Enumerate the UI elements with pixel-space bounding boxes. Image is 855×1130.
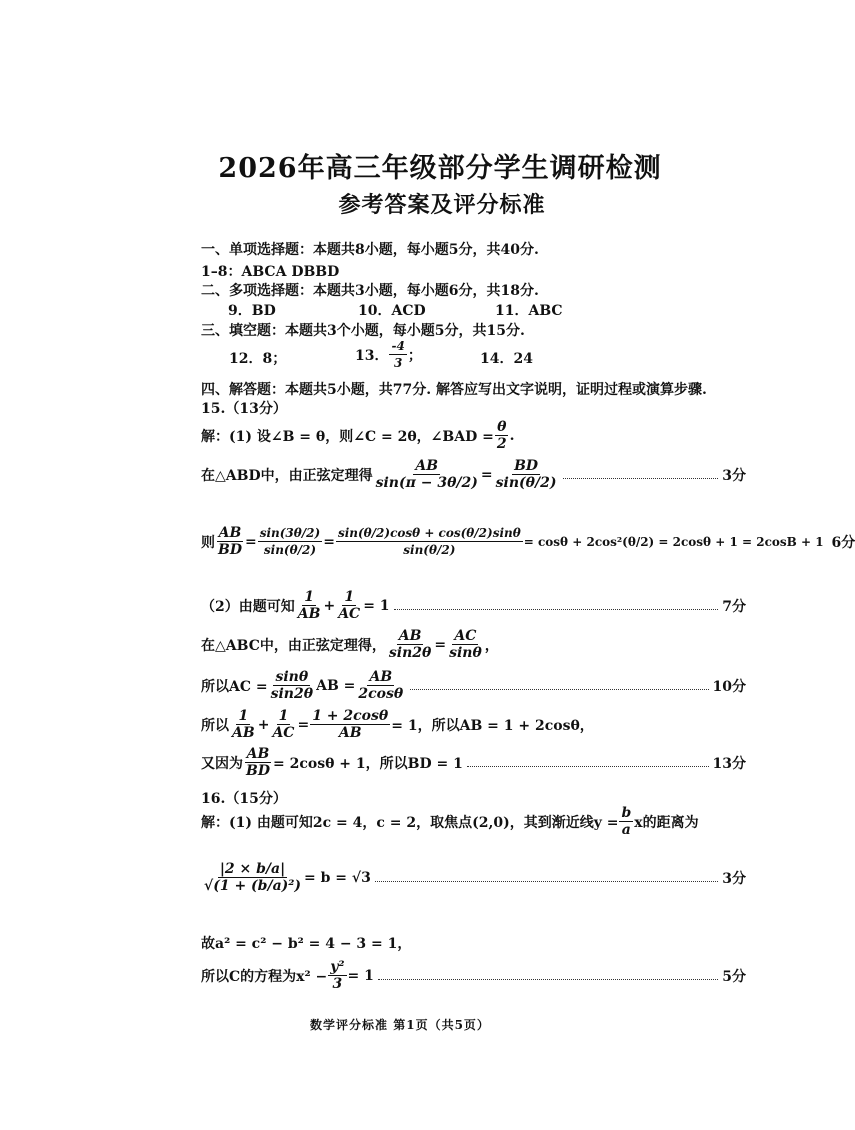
- numerator: BD: [514, 458, 539, 474]
- numerator: 1: [238, 708, 249, 724]
- q15-step3-fraction-1: [216, 526, 244, 558]
- q15-step4-points: 7分: [722, 599, 746, 615]
- denominator: sin(θ/2): [495, 475, 557, 491]
- numerator: |2 × b/a|: [219, 861, 286, 877]
- q15-step5-fraction-2: [447, 629, 484, 661]
- denominator: √(1 + (b/a)²): [204, 878, 302, 894]
- numerator: AB: [415, 458, 439, 474]
- q15-step8-text: 又因为: [201, 756, 243, 772]
- section2-heading: 二、多项选择题：本题共3小题，每小题6分，共18分.: [201, 283, 539, 299]
- numerator: sin(θ/2)cosθ + cos(θ/2)sinθ: [337, 526, 521, 540]
- denominator: AB: [338, 725, 362, 741]
- section3-heading: 三、填空题：本题共3个小题，每小题5分，共15分.: [201, 323, 525, 339]
- equals-sign: =: [323, 534, 335, 550]
- section1-answers: 1–8：ABCA DBBD: [201, 264, 340, 280]
- numerator: sinθ: [275, 669, 309, 685]
- q16-step4: [201, 960, 746, 992]
- q15-step6-fraction-2: [356, 670, 405, 702]
- section1-heading: 一、单项选择题：本题共8小题，每小题5分，共40分.: [201, 242, 539, 258]
- dotted-leader: [563, 478, 718, 479]
- denominator: AC: [272, 725, 295, 741]
- answer-14: 14．24: [480, 351, 533, 367]
- q15-step4-fraction-1: [296, 590, 323, 622]
- page-title: 2026年高三年级部分学生调研检测: [218, 153, 662, 184]
- numerator: 1 + 2cosθ: [312, 708, 389, 724]
- q15-step7-tail: = 1，所以AB = 1 + 2cosθ，: [391, 718, 594, 734]
- q15-step3-text: 则: [201, 535, 215, 551]
- numerator: 1: [278, 708, 289, 724]
- q15-step7: [201, 709, 746, 741]
- numerator: AB: [218, 525, 242, 541]
- q16-step4-points: 5分: [722, 969, 746, 985]
- q15-step5-fraction-1: [387, 629, 433, 661]
- answer-11: 11．ABC: [495, 303, 563, 319]
- numerator: AC: [454, 628, 477, 644]
- numerator: sin(3θ/2): [259, 526, 321, 540]
- denominator: 2: [496, 436, 507, 452]
- denominator: 3: [332, 976, 343, 992]
- numerator: 1: [304, 589, 314, 605]
- q16-step1-fraction: [619, 806, 633, 838]
- q15-step6: [201, 670, 746, 702]
- answer-13-numerator: -4: [391, 339, 405, 353]
- denominator: sin(θ/2): [403, 543, 456, 557]
- dotted-leader: [378, 979, 718, 980]
- q16-step3: 故a² = c² − b² = 4 − 3 = 1，: [201, 936, 412, 952]
- q15-step7-text: 所以: [201, 718, 229, 734]
- q16-step2-tail: = b = √3: [304, 870, 371, 886]
- q15-step3-points: 6分: [831, 535, 855, 551]
- answer-13-fraction: [389, 339, 406, 371]
- q16-step2: [201, 862, 746, 894]
- denominator: BD: [218, 542, 242, 558]
- q15-step3-tail: = cosθ + 2cos²(θ/2) = 2cosθ + 1 = 2cosB + 1: [523, 535, 824, 549]
- equals-sign: =: [434, 637, 447, 653]
- q16-step4-tail: = 1: [347, 968, 374, 984]
- numerator: AB: [398, 628, 422, 644]
- dotted-leader: [394, 609, 719, 610]
- denominator: sin2θ: [388, 645, 432, 661]
- q15-step5: [201, 629, 746, 661]
- denominator: 2cosθ: [358, 686, 404, 702]
- q15-step6-mid: AB =: [316, 678, 356, 694]
- plus-sign: +: [257, 717, 270, 733]
- q15-step5-text: 在△ABC中，由正弦定理得，: [201, 638, 386, 654]
- denominator: sinθ: [449, 645, 482, 661]
- answer-9: 9．BD: [228, 303, 276, 319]
- page-footer: 数学评分标准 第1页（共5页）: [310, 1018, 490, 1032]
- q15-step2-fraction-1: [374, 459, 480, 491]
- q15-step8-tail: = 2cosθ + 1，所以BD = 1: [272, 756, 463, 772]
- denominator: BD: [246, 763, 270, 779]
- denominator: AB: [297, 606, 321, 622]
- q15-step4: [201, 590, 746, 622]
- q15-step7-fraction-3: [310, 709, 390, 741]
- answer-10: 10．ACD: [358, 303, 426, 319]
- q15-step5-suffix: ，: [484, 638, 499, 654]
- q15-step3-fraction-3: [336, 526, 523, 558]
- denominator: sin(θ/2): [263, 543, 317, 557]
- denominator: sin2θ: [270, 686, 314, 702]
- q16-step1: [201, 806, 746, 838]
- equals-sign: =: [297, 717, 310, 733]
- q15-step6-points: 10分: [712, 679, 746, 695]
- q16-step1-suffix: x的距离为: [634, 815, 699, 831]
- q16-step2-points: 3分: [722, 871, 746, 887]
- q16-step2-fraction: [202, 862, 303, 894]
- denominator: sin(π − 3θ/2): [375, 475, 478, 491]
- numerator: y²: [330, 959, 345, 975]
- q16-header: 16.（15分）: [201, 791, 287, 807]
- plus-sign: +: [323, 598, 336, 614]
- q15-step6-fraction-1: [269, 670, 315, 702]
- q15-step3-fraction-2: [258, 526, 322, 558]
- q15-step7-fraction-1: [230, 709, 257, 741]
- equals-sign: =: [244, 534, 257, 550]
- q15-step1-fraction: [495, 420, 509, 452]
- q16-step4-text: 所以C的方程为x² −: [201, 969, 328, 985]
- q15-step8-points: 13分: [712, 756, 746, 772]
- q15-step8: [201, 747, 746, 779]
- q16-step4-fraction: [328, 960, 346, 992]
- dotted-leader: [375, 881, 718, 882]
- q15-step2-fraction-2: [494, 459, 559, 491]
- denominator: AB: [232, 725, 255, 741]
- answer-13-denominator: 3: [393, 356, 403, 370]
- q15-step2-text: 在△ABD中，由正弦定理得: [201, 468, 373, 484]
- q16-step1-text: 解：(1) 由题可知2c = 4，c = 2，取焦点(2,0)，其到渐近线y =: [201, 815, 619, 831]
- q15-step6-text: 所以AC =: [201, 679, 268, 695]
- q15-step2-points: 3分: [722, 468, 746, 484]
- dotted-leader: [410, 689, 708, 690]
- q15-header: 15.（13分）: [201, 401, 287, 417]
- page-subtitle: 参考答案及评分标准: [338, 192, 546, 218]
- q15-step4-tail: = 1: [363, 598, 390, 614]
- numerator: b: [621, 805, 632, 821]
- q15-step4-text: （2）由题可知: [201, 599, 295, 615]
- answer-13-suffix: ；: [407, 348, 422, 364]
- denominator: a: [621, 822, 631, 838]
- numerator: θ: [497, 419, 507, 435]
- numerator: AB: [369, 669, 393, 685]
- dotted-leader: [467, 766, 709, 767]
- q15-step2: [201, 459, 746, 491]
- q15-step1-suffix: .: [509, 428, 515, 444]
- answer-13: [355, 339, 435, 371]
- q15-step7-fraction-2: [270, 709, 296, 741]
- q15-step4-fraction-2: [336, 590, 362, 622]
- q15-step8-fraction: [244, 747, 272, 779]
- numerator: 1: [344, 589, 355, 605]
- answer-13-prefix: 13．: [355, 348, 389, 364]
- answer-12: 12．8；: [229, 351, 287, 367]
- denominator: AC: [338, 606, 361, 622]
- q15-step1: [201, 420, 746, 452]
- numerator: AB: [246, 746, 270, 762]
- q15-step3: [201, 525, 855, 558]
- q15-step1-text: 解：(1) 设∠B = θ，则∠C = 2θ，∠BAD =: [201, 429, 494, 445]
- equals-sign: =: [480, 467, 493, 483]
- section4-heading: 四、解答题：本题共5小题，共77分. 解答应写出文字说明，证明过程或演算步骤.: [201, 382, 707, 398]
